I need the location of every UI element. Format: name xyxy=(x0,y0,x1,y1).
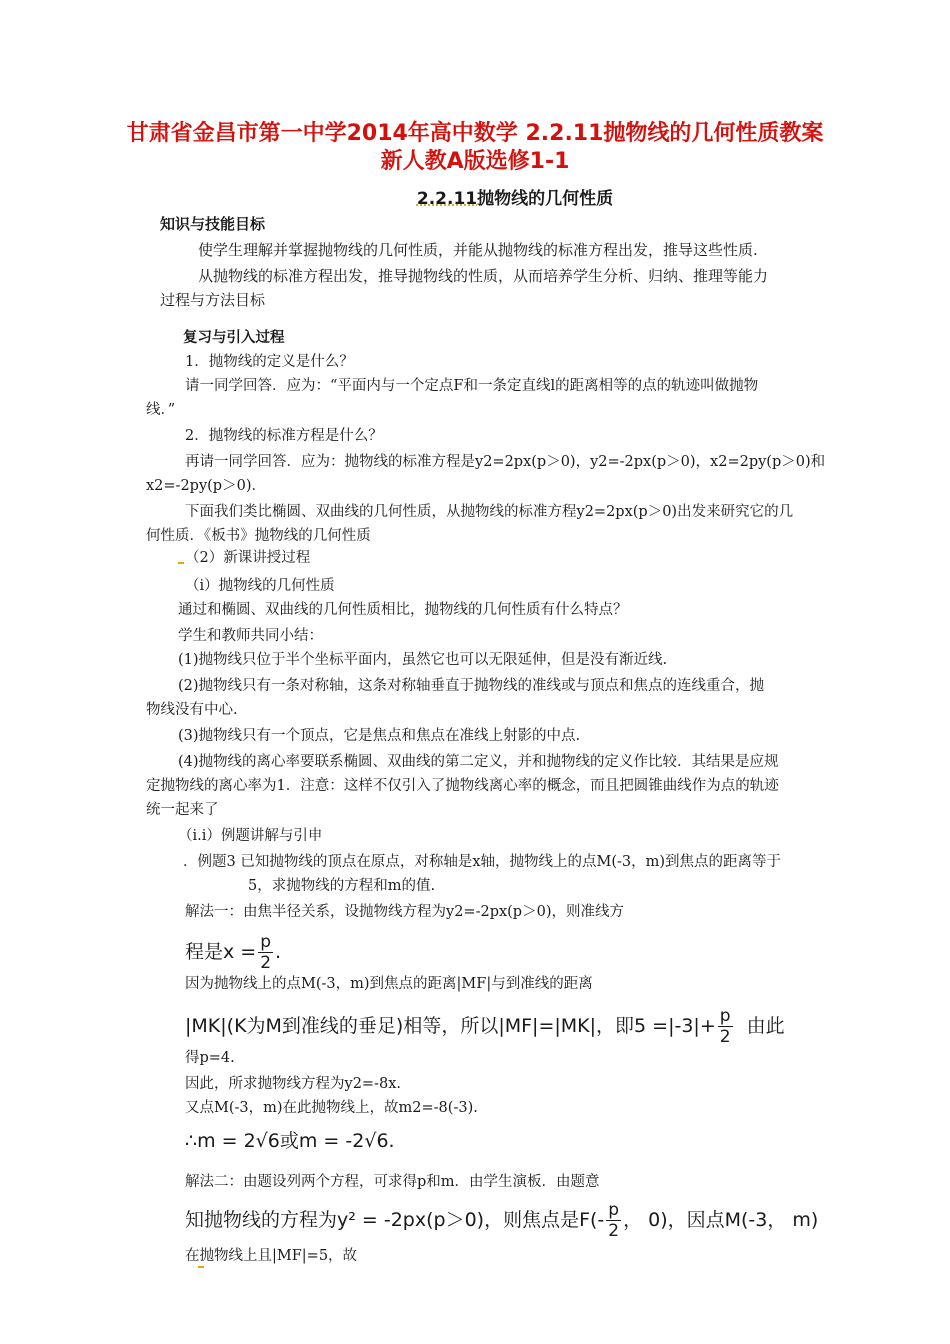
fraction-p-over-2-c xyxy=(606,1200,621,1241)
property-1: (1)抛物线只位于半个坐标平面内，虽然它也可以无限延伸，但是没有渐近线. xyxy=(178,652,668,668)
fraction-denominator-c: 2 xyxy=(608,1221,620,1241)
heading-review: 复习与引入过程 xyxy=(183,330,285,346)
answer-2-line-1: 再请一同学回答．应为：抛物线的标准方程是y2=2px(p＞0)，y2=-2px(p＞0)，x2=2py(p＞0)和 xyxy=(185,454,826,470)
fraction-numerator-b: p xyxy=(719,1006,731,1026)
example-3-line-2: 5，求抛物线的方程和m的值. xyxy=(248,878,436,894)
fraction-numerator-c: p xyxy=(608,1200,620,1220)
distance-suffix: 由此 xyxy=(746,1015,785,1037)
directrix-prefix: 程是x = xyxy=(185,941,257,963)
question-2: 2．抛物线的标准方程是什么？ xyxy=(185,428,383,444)
property-4-line-1: (4)抛物线的离心率要联系椭圆、双曲线的第二定义，并和抛物线的定义作比较．其结果是应规 xyxy=(178,754,779,770)
distance-prefix: |MK|(K为M到准线的垂足)相等，所以|MF|=|MK|，即5 =|-3|+ xyxy=(185,1015,716,1037)
subsection-properties: （i）抛物线的几何性质 xyxy=(185,578,335,594)
document-title-line2: 新人教A版选修1-1 xyxy=(380,149,570,174)
property-4-line-2: 定抛物线的离心率为1．注意：这样不仅引入了抛物线离心率的概念，而且把圆锥曲线作为点的轨迹 xyxy=(146,778,779,794)
fraction-p-over-2-b xyxy=(718,1006,733,1047)
section-title-number: 2.2.11 xyxy=(416,189,478,209)
solution-1-directrix-equation xyxy=(185,930,281,974)
fraction-p-over-2 xyxy=(258,932,273,973)
property-2-line-2: 物线没有中心. xyxy=(146,702,238,718)
solution-1-m-equation: 又点M(-3，m)在此抛物线上，故m2=-8(-3). xyxy=(185,1100,478,1116)
yellow-mark-1 xyxy=(178,558,184,564)
fraction-numerator: p xyxy=(260,932,272,952)
answer-1-line-1: 请一同学回答．应为：“平面内与一个定点F和一条定直线l的距离相等的点的轨迹叫做抛物 xyxy=(185,378,759,394)
section-title xyxy=(0,188,950,210)
focus-suffix: ， 0)，因点M(-3， m) xyxy=(623,1209,819,1231)
solution-1-result: 因此，所求抛物线方程为y2=-8x. xyxy=(185,1076,401,1092)
comparison-question: 通过和椭圆、双曲线的几何性质相比，抛物线的几何性质有什么特点？ xyxy=(178,602,628,618)
solution-1-line-2: 因为抛物线上的点M(-3，m)到焦点的距离|MF|与到准线的距离 xyxy=(185,976,593,992)
process-goals-label: 过程与方法目标 xyxy=(160,291,266,309)
heading-knowledge-goals: 知识与技能目标 xyxy=(160,215,266,233)
solution-1-therefore: ∴m = 2√6或m = -2√6. xyxy=(185,1130,395,1152)
new-lesson-heading: （2）新课讲授过程 xyxy=(185,550,311,566)
directrix-suffix: . xyxy=(275,941,282,963)
solution-1-line-1: 解法一：由焦半径关系，设抛物线方程为y2=-2px(p＞0)，则准线方 xyxy=(185,904,624,920)
solution-1-distance-equation xyxy=(185,1004,785,1048)
intro-line-2: 何性质．《板书》抛物线的几何性质 xyxy=(146,528,371,544)
solution-2-line-1: 解法二：由题设列两个方程，可求得p和m．由学生演板．由题意 xyxy=(185,1174,600,1190)
goal-paragraph-2: 从抛物线的标准方程出发，推导抛物线的性质，从而培养学生分析、归纳、推理等能力 xyxy=(198,267,769,285)
property-2-line-1: (2)抛物线只有一条对称轴，这条对称轴垂直于抛物线的准线或与顶点和焦点的连线重合，抛 xyxy=(178,678,765,694)
goal-paragraph-1: 使学生理解并掌握抛物线的几何性质，并能从抛物线的标准方程出发，推导这些性质. xyxy=(198,241,758,259)
fraction-denominator: 2 xyxy=(260,953,272,973)
document-title-line1: 甘肃省金昌市第一中学2014年高中数学 2.2.11抛物线的几何性质教案 xyxy=(126,121,824,146)
section-title-text: 抛物线的几何性质 xyxy=(477,189,614,209)
answer-1-line-2: 线．” xyxy=(146,402,176,418)
focus-prefix: 知抛物线的方程为y² = -2px(p＞0)，则焦点是F(- xyxy=(185,1209,605,1231)
fraction-denominator-b: 2 xyxy=(719,1027,731,1047)
solution-2-focus-equation xyxy=(185,1198,818,1242)
solution-2-last-line: 在抛物线上且|MF|=5，故 xyxy=(185,1248,358,1264)
property-3: (3)抛物线只有一个顶点，它是焦点和焦点在准线上射影的中点. xyxy=(178,728,581,744)
solution-1-p-value: 得p=4. xyxy=(185,1050,235,1066)
intro-line-1: 下面我们类比椭圆、双曲线的几何性质，从抛物线的标准方程y2=2px(p＞0)出发来研究它的几 xyxy=(185,504,794,520)
answer-2-line-2: x2=-2py(p＞0)． xyxy=(146,478,266,494)
property-4-line-3: 统一起来了 xyxy=(146,802,219,818)
subsection-examples: （i.i）例题讲解与引申 xyxy=(178,828,323,844)
summary-intro: 学生和教师共同小结： xyxy=(178,628,323,644)
example-3-line-1: ．例题3 已知抛物线的顶点在原点，对称轴是x轴，抛物线上的点M(-3，m)到焦点的距离等于 xyxy=(183,854,782,870)
question-1: 1．抛物线的定义是什么？ xyxy=(185,354,354,370)
